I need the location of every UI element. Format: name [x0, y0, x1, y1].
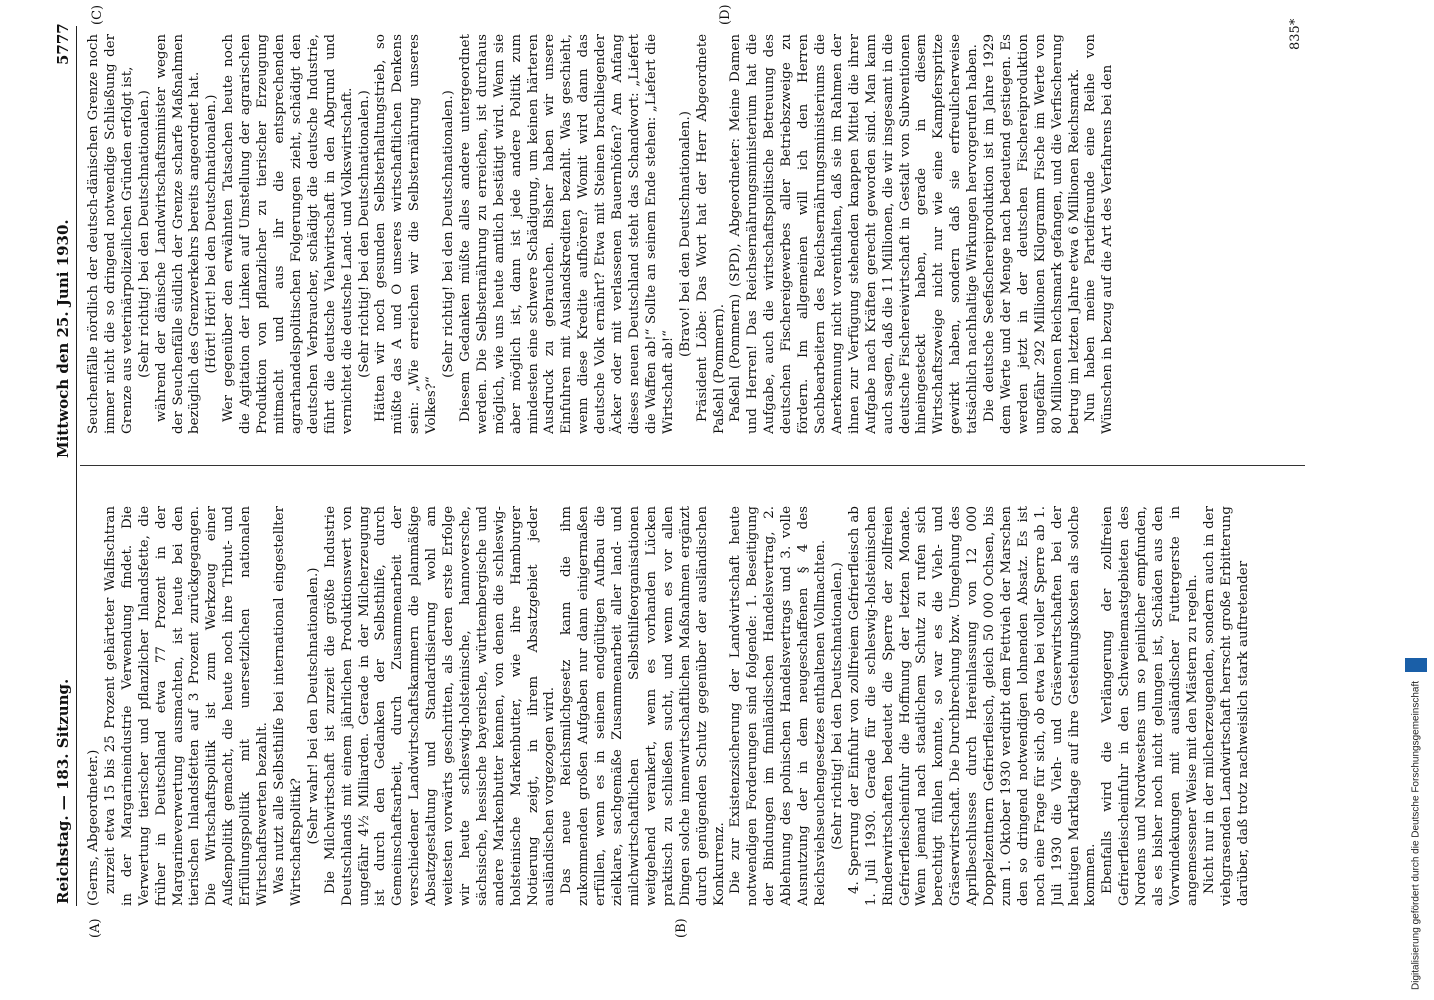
margin-mark-c: (C) — [90, 4, 105, 25]
paragraph: Die zur Existenzsicherung der Landwirtschaft heute notwendigen Forderungen sind folgende: 1. Beseitigung der Bindungen im finnländischen Handelsvertrag, 2. Ablehnung des polnischen Handelsvertrags und 3. volle Ausnutzung der in dem neugeschaffenen § 4 des Reichsviehseuchengesetzes enthaltenen Vollmachten. — [728, 506, 828, 906]
paragraph: Was nutzt alle Selbsthilfe bei international eingestellter Wirtschaftspolitik? — [271, 506, 304, 906]
paragraph: Nun haben meine Parteifreunde eine Reihe von Wünschen in bezug auf die Art des Verfahrens bei den — [1083, 34, 1116, 434]
margin-mark-a: (A) — [88, 918, 103, 938]
digitization-note-text: Digitalisierung gefördert durch die Deutsche Forschungsgemeinschaft — [1410, 680, 1422, 990]
running-header-date: Mittwoch den 25. Juni 1930. — [54, 219, 72, 458]
paragraph: zurzeit etwa 15 bis 25 Prozent gehärteter Walfischtran in der Margarineindustrie Verwendung findet. Die Verwertung tierischer und pflanzlicher Inlandsfette, die früher in Deutschland etwa 77 Prozent in der Margarineverwertung ausmachten, ist heute bei den tierischen Inlandsfetten auf 3 Prozent zurückgegangen. Die Wirtschaftspolitik ist zum Werkzeug einer Außenpolitik gemacht, die heute noch ihre Tribut- und Erfüllungspolitik mit unersetzlichen nationalen Wirtschaftswerten bezahlt. — [102, 506, 271, 906]
speaker-continuation: (Gerns, Abgeordneter.) — [86, 749, 101, 906]
dfg-logo — [1405, 658, 1427, 672]
interjection: (Sehr richtig! bei den Deutschnationalen.) — [356, 90, 372, 378]
left-text-column — [86, 506, 1286, 906]
paragraph: Die deutsche Seefischereiproduktion ist im Jahre 1929 dem Werte und der Menge nach bedeutend gestiegen. Es werden jetzt in der deutschen Fischereiproduktion ungefähr 292 Millionen Kilogramm Fische im Werte von 80 Millionen Reichsmark gefangen, und die Verfischerung betrug im letzten Jahre etwa 6 Millionen Reichsmark. — [982, 34, 1082, 434]
president-statement: Präsident Löbe: Das Wort hat der Herr Abgeordnete Paßehl (Pommern). — [694, 34, 727, 434]
signature-mark: 835* — [1288, 18, 1303, 50]
rotated-page — [50, 0, 1350, 990]
paragraph: Die Milchwirtschaft ist zurzeit die größte Industrie Deutschlands mit einem jährlichen Produktionswert von ungefähr 4½ Milliarden. Gerade in der Milcherzeugung ist durch den Gedanken der Selbsthilfe, durch Gemeinschaftsarbeit, durch Zusammenarbeit der verschiedener Landwirtschaftskammern die planmäßige Absatzgestaltung und Standardisierung wohl am weitesten vorwärts geschritten, als deren erste Erfolge wir heute schleswig-holsteinische, hannoversche, sächsische, hessische bayerische, württembergische und andere Markenbutter kennen, von denen die schleswig-holsteinische Markenbutter, wie ihre Hamburger Notierung zeigt, in ihrem Absatzgebiet jeder ausländischen vorgezogen wird. — [322, 506, 558, 906]
paragraph: Hätten wir noch gesunden Selbsterhaltungstrieb, so müßte das A und O unseres wirtschaftlichen Denkens sein: „Wie erreichen wir die Selbsternährung unseres Volkes?“ — [373, 34, 440, 434]
paragraph: Ebenfalls wird die Verlängerung der zollfreien Gefrierfleischeinfuhr in den Schweinemastgebieten des Nordens und Nordwestens um so peinlicher empfunden, als es bisher noch nicht gelungen ist, Schäden aus den Vorwindekungen mit ausländischer Futtergerste in angemessener Weise mit den Mästern zu regeln. — [1100, 506, 1200, 906]
margin-mark-b: (B) — [674, 918, 689, 938]
margin-mark-d: (D) — [718, 4, 733, 25]
paragraph: Diesem Gedanken müßte alles andere untergeordnet werden. Die Selbsternährung zu erreichen, ist durchaus möglich, wie uns heute amtlich bestätigt wird. Wenn sie aber möglich ist, dann ist jede andere Politik zum mindesten eine schwere Schädigung, um keinen härteren Ausdruck zu gebrauchen. Bisher haben wir unsere Einfuhren mit Auslandskrediten bezahlt. Was geschieht, wenn diese Kredite aufhören? Womit wird dann das deutsche Volk ernährt? Etwa mit Steinen brachliegender Äcker oder mit verlassenen Bauernhöfen? Am Anfang dieses neuen Deutschland steht das Schandwort: „Liefert die Waffen ab!“ Sollte an seinem Ende stehen: „Liefert die Wirtschaft ab!“ — [457, 34, 676, 434]
paragraph: 4. Sperrung der Einfuhr von zollfreiem Gefrierfleisch ab 1. Juli 1930. Gerade für die schleswig-holsteinischen Rinderwirtschaften bedeutet die Sperre der zollfreien Gefrierfleischeinfuhr die Hoffnung der letzten Monate. Wenn jemand nach staatlichem Schutz zu rufen sich berechtigt fühlen konnte, so war es die Vieh- und Gräserwirtschaft. Die Durchbrechung bzw. Umgehung des Aprilbeschlusses durch Hereinlassung von 12 000 Doppelzentnern Gefrierfleisch, gleich 50 000 Ochsen, bis zum 1. Oktober 1930 verdirbt dem Fettvieh der Marschen den so dringend notwendigen lohnenden Absatz. Es ist noch eine Frage für sich, ob etwa bei voller Sperre ab 1. Juli 1930 die Vieh- und Gräserwirtschaften bei der heutigen Marktlage auf ihre Gestehungskosten als solche kommen. — [846, 506, 1099, 906]
interjection: (Hört! Hört! bei den Deutschnationalen.) — [204, 94, 220, 374]
interjection: (Bravo! bei den Deutschnationalen.) — [677, 110, 693, 358]
digitization-note — [1405, 0, 1427, 990]
paragraph: Wer gegenüber den erwähnten Tatsachen heute noch die Agitation der Linken auf Umstellung der agrarischen Produktion von pflanzlicher zu tierischer Erzeugung mitmacht und aus ihr die entsprechenden agrarhandelspolitischen Folgerungen zieht, schädigt den deutschen Verbraucher, schädigt die deutsche Industrie, führt die deutsche Viehwirtschaft in den Abgrund und vernichtet die deutsche Land- und Volkswirtschaft. — [221, 34, 355, 434]
column-rule — [80, 465, 1305, 466]
header-rule — [76, 26, 77, 906]
interjection: (Sehr richtig! bei den Deutschnationalen.) — [829, 562, 845, 850]
paragraph: Nicht nur in der milcherzeugenden, sondern auch in der viehgrasenden Landwirtschaft herrscht große Erbitterung darüber, daß trotz nachweislich stark auftretender — [1201, 506, 1251, 906]
interjection: (Sehr richtig! bei den Deutschnationalen.) — [441, 90, 457, 378]
interjection: (Sehr richtig! bei den Deutschnationalen.) — [136, 90, 152, 378]
paragraph: Das neue Reichsmilchgesetz kann die ihm zukommenden großen Aufgaben nur dann einigermaßen erfüllen, wenn es in seinem endgültigen Aufbau die zielklare, sachgemäße Zusammenarbeit aller land- und milchwirtschaftlichen Selbsthilfeorganisationen weitgehend verankert, wenn es vorhanden Lücken praktisch zu schließen sucht, und wenn es vor allen Dingen solche innenwirtschaftlichen Maßnahmen ergänzt durch genügenden Schutz gegenüber der ausländischen Konkurrenz. — [559, 506, 727, 906]
right-text-column — [86, 34, 1286, 434]
paragraph: während der dänische Landwirtschaftsminister wegen der Seuchenfälle südlich der Grenze scharfe Maßnahmen bezüglich des Grenzverkehrs bereits angeordnet hat. — [153, 34, 203, 434]
interjection: (Sehr wahr! bei den Deutschnationalen.) — [305, 567, 321, 845]
page-number: 5777 — [54, 23, 72, 65]
paragraph: Seuchenfälle nördlich der deutsch-dänischen Grenze noch immer nicht die so dringend notwendige Schließung der Grenze aus veterinärpolizeilichen Gründen erfolgt ist, — [86, 34, 135, 434]
speech-start: Paßehl (Pommern) (SPD), Abgeordneter: Meine Damen und Herren! Das Reichsernährungsministerium hat die Aufgabe, auch die wirtschaftspolitische Betreuung des deutschen Fischereigewerbes aller Betriebszweige zu fördern. Im allgemeinen will ich den Herren Sachbearbeitern des Reichsernährungsministeriums die Anerkennung nicht vorenthalten, daß sie im Rahmen der ihnen zur Verfügung stehenden knappen Mittel die ihrer Aufgabe nach Kräften gerecht geworden sind. Man kann auch sagen, daß die 11 Millionen, die wir insgesamt in die deutsche Fischereiwirtschaft in Gestalt von Subventionen hineingesteckt haben, gerade in diesem Wirtschaftszweige nicht nur wie eine Kampferspritze gewirkt haben, sondern daß sie erfreulicherweise tatsächlich nachhaltige Wirkungen hervorgerufen haben. — [728, 34, 981, 434]
running-header-left: Reichstag. — 183. Sitzung. — [54, 678, 72, 904]
